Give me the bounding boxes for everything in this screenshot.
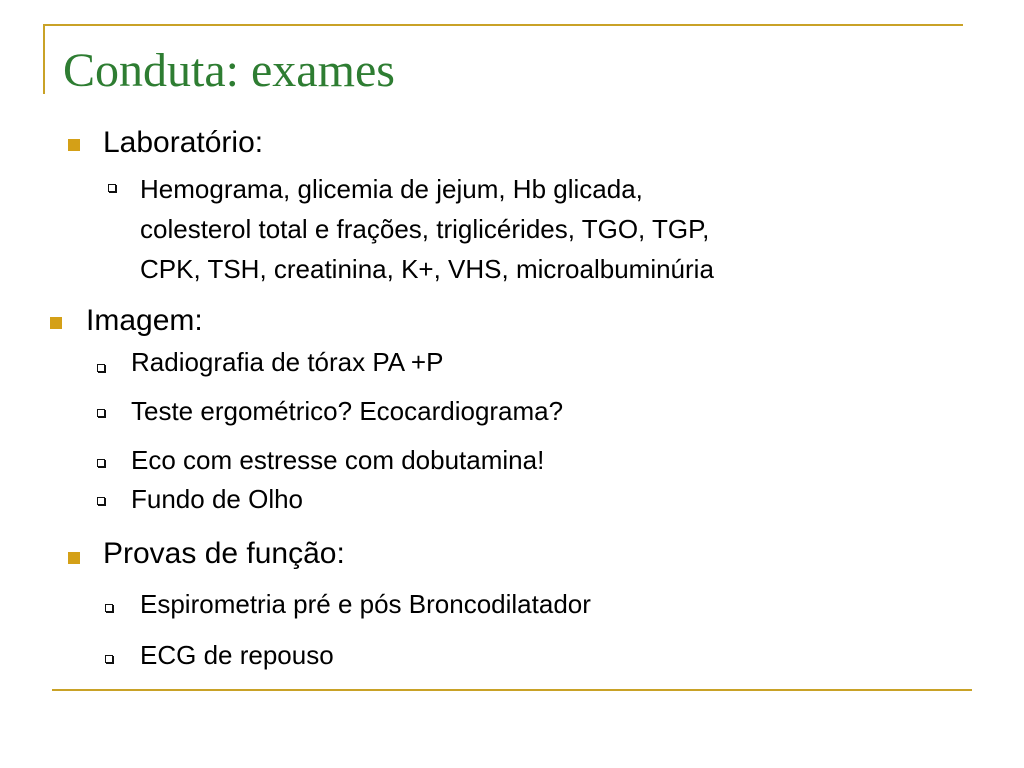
list-item-eco-estresse: Eco com estresse com dobutamina! [131, 445, 545, 475]
square-bullet-icon [50, 317, 62, 329]
hollow-square-bullet-icon [97, 364, 105, 372]
lab-exams-line-1: Hemograma, glicemia de jejum, Hb glicada, [140, 174, 643, 204]
lab-exams-line-3: CPK, TSH, creatinina, K+, VHS, microalbuminúria [140, 254, 714, 284]
section-heading-laboratorio: Laboratório: [103, 126, 264, 159]
lab-exams-line-2: colesterol total e frações, triglicérides, TGO, TGP, [140, 214, 710, 244]
hollow-square-bullet-icon [97, 497, 105, 505]
square-bullet-icon [68, 139, 80, 151]
list-item-espirometria: Espirometria pré e pós Broncodilatador [140, 589, 591, 619]
frame-bottom-line [52, 689, 972, 691]
hollow-square-bullet-icon [97, 459, 105, 467]
section-heading-imagem: Imagem: [86, 304, 203, 337]
hollow-square-bullet-icon [105, 604, 113, 612]
frame-top-line [43, 24, 963, 26]
hollow-square-bullet-icon [97, 409, 105, 417]
frame-left-line [43, 24, 45, 94]
section-heading-provas-funcao: Provas de função: [103, 537, 345, 570]
square-bullet-icon [68, 552, 80, 564]
list-item-fundo-olho: Fundo de Olho [131, 484, 304, 514]
slide-title: Conduta: exames [63, 44, 395, 97]
hollow-square-bullet-icon [105, 655, 113, 663]
list-item-teste-ergometrico: Teste ergométrico? Ecocardiograma? [131, 396, 564, 426]
list-item-ecg-repouso: ECG de repouso [140, 640, 334, 670]
hollow-square-bullet-icon [108, 184, 116, 192]
list-item-radiografia: Radiografia de tórax PA +P [131, 347, 444, 377]
